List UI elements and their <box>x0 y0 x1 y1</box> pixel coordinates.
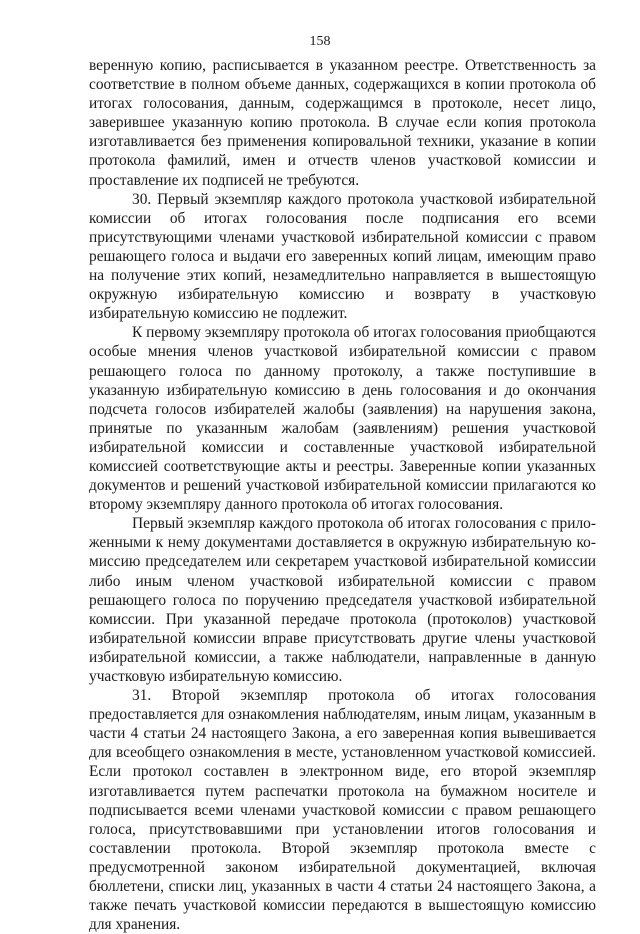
page-number: 158 <box>309 34 331 49</box>
document-body <box>89 56 596 934</box>
paragraph-delivery: Первый экземпляр каждого протокола об итогах голосования с приложенными к нему документами доставляется в окружную избирательную комиссию председателем или секретарем участковой избирательной комиссии либо иным членом участковой избирательной комиссии с правом решающего голоса по поручению председателя участковой избирательной комиссии. При указанной передаче протокола (протоколов) участковой избирательной комиссии вправе присутствовать другие члены участковой избирательной комиссии, а также наблюдатели, направленные в данную участковую избирательную комиссию. <box>89 515 596 685</box>
paragraph-item-30: 30. Первый экземпляр каждого протокола участковой избирательной комиссии об итогах голосования после подписания его всеми присутствующими членами участковой избирательной комиссии с правом решающего голоса и выдачи его заверенных копий лицам, имеющим право на получение этих копий, незамедлительно направляется в вышестоящую окружную избирательную комиссию и возврату в участковую избирательную комиссию не подлежит. <box>89 190 596 323</box>
paragraph-attachments: К первому экземпляру протокола об итогах голосования приобщаются особые мнения членов участковой избирательной комиссии с правом решающего голоса по данному протоколу, а также поступившие в указанную избирательную комиссию в день голосования и до окончания подсчета голосов избирателей жалобы (заявления) на нарушения закона, принятые по указанным жалобам (заявлениям) решения участковой избирательной комиссии и составленные участковой избирательной комиссией соответствующие акты и реестры. Заверенные копии указанных документов и решений участковой избирательной комиссии прилагаются ко второму экземпляру данного протокола об итогах голосования. <box>89 324 596 514</box>
paragraph-continuation: веренную копию, расписывается в указанном реестре. Ответственность за соответствие в полном объеме данных, содержащихся в копии протокола об итогах голосования, данным, содержащимся в протоколе, несет лицо, заверившее указанную копию протокола. В случае если копия протокола изготавливается без применения копировальной техники, указание в копии протокола фамилий, имен и отчеств членов участковой комиссии и проставление их подписей не требуются. <box>89 57 596 189</box>
paragraph-item-31: 31. Второй экземпляр протокола об итогах голосования предоставляется для ознакомления наблюдателям, иным лицам, указанным в части 4 статьи 24 настоящего Закона, а его заверенная копия вывешивается для всеобщего ознакомления в месте, установленном участковой комиссией. Если протокол составлен в электронном виде, его второй экземпляр изготавливается путем распечатки протокола на бумажном носителе и подписывается всеми членами участковой комиссии с правом решающего голоса, присутствовавшими при установлении итогов голосования и составлении протокола. Второй экземпляр протокола вместе с предусмотренной законом избирательной документацией, включая бюллетени, списки лиц, указанных в части 4 статьи 24 настоящего Закона, а также печать участковой комиссии передаются в вышестоящую комиссию для хранения. <box>89 687 596 934</box>
